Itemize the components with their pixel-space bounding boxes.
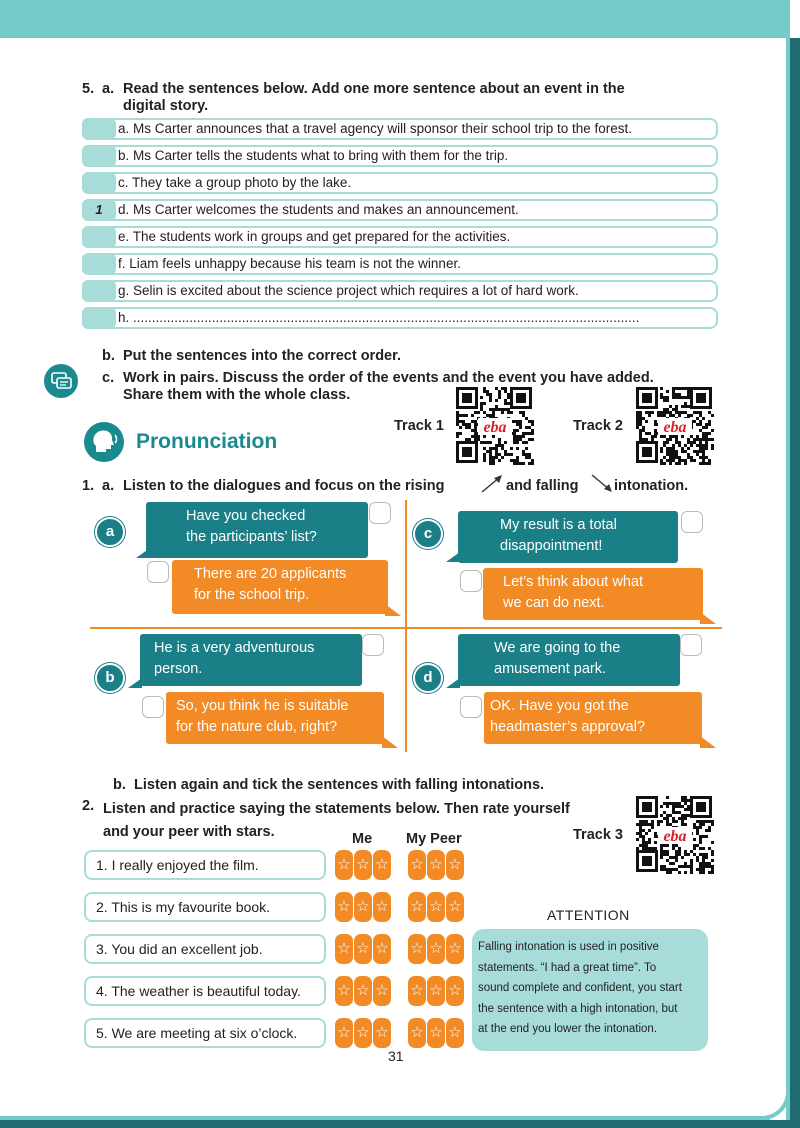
sentence-text: c. They take a group photo by the lake. [118, 175, 352, 190]
bubble-tail [446, 552, 462, 564]
statement-item: 2. This is my favourite book. [84, 892, 326, 922]
bottom-edge-bar [0, 1120, 800, 1128]
sentence-text: a. Ms Carter announces that a travel agency will sponsor their school trip to the forest. [118, 121, 633, 136]
dialogue-label-a: a [95, 517, 125, 547]
me-star-rating [335, 850, 392, 880]
bubble-line: OK. Have you got the [490, 698, 629, 714]
bubble-line: the participants’ list? [186, 529, 317, 545]
bubble-line: disappointment! [500, 538, 603, 554]
star-icon[interactable]: ☆ [408, 892, 426, 922]
qr-logo-text: eba [663, 419, 687, 436]
star-icon[interactable]: ☆ [354, 850, 372, 880]
section-title: Pronunciation [136, 430, 278, 453]
speech-bubble-question [458, 511, 678, 563]
star-icon[interactable]: ☆ [446, 850, 464, 880]
tick-box[interactable] [362, 634, 384, 656]
bubble-tail [446, 678, 462, 690]
statement-item: 4. The weather is beautiful today. [84, 976, 326, 1006]
speech-bubble-answer [484, 692, 702, 744]
question-1a-text-part3: intonation. [614, 478, 689, 494]
me-star-rating [335, 892, 392, 922]
star-icon[interactable]: ☆ [408, 934, 426, 964]
me-star-rating [335, 976, 392, 1006]
statement-item: 5. We are meeting at six o’clock. [84, 1018, 326, 1048]
dialogue-label-d: d [413, 663, 443, 693]
star-icon[interactable]: ☆ [427, 892, 445, 922]
bubble-line: So, you think he is suitable [176, 698, 349, 714]
instruction-line: digital story. [123, 98, 209, 114]
order-number-box[interactable] [82, 307, 116, 329]
sentence-text: e. The students work in groups and get prepared for the activities. [118, 229, 511, 244]
tick-box[interactable] [147, 561, 169, 583]
attention-line: statements. “I had a great time”. To [478, 961, 657, 974]
instruction-line: and your peer with stars. [103, 824, 275, 840]
star-icon[interactable]: ☆ [335, 1018, 353, 1048]
star-icon[interactable]: ☆ [335, 976, 353, 1006]
qr-logo-text: eba [663, 828, 687, 845]
question-letter-a: a. [102, 478, 115, 494]
dialogue-label-c: c [413, 519, 443, 549]
speech-bubble-answer [166, 692, 384, 744]
star-icon[interactable]: ☆ [354, 934, 372, 964]
star-icon[interactable]: ☆ [354, 1018, 372, 1048]
order-number-box[interactable] [82, 118, 116, 140]
exercise-5b-instructions: Put the sentences into the correct order. [123, 348, 401, 364]
speech-bubble-answer [172, 560, 388, 614]
column-header-me: Me [352, 831, 373, 847]
tick-box[interactable] [680, 634, 702, 656]
star-icon[interactable]: ☆ [373, 1018, 391, 1048]
sentence-text: b. Ms Carter tells the students what to bring with them for the trip. [118, 148, 509, 163]
question-number-2: 2. [82, 798, 95, 814]
exercise-letter-c: c. [102, 370, 115, 386]
bubble-line: for the school trip. [194, 587, 310, 603]
bubble-line: We are going to the [494, 640, 621, 656]
bubble-line: Have you checked [186, 508, 306, 524]
tick-box[interactable] [681, 511, 703, 533]
tick-box[interactable] [142, 696, 164, 718]
statement-item: 1. I really enjoyed the film. [84, 850, 326, 880]
peer-star-rating [408, 934, 465, 964]
order-number-box[interactable] [82, 226, 116, 248]
column-header-my-peer: My Peer [406, 831, 462, 847]
top-banner [0, 0, 790, 38]
sentence-text: f. Liam feels unhappy because his team is not the winner. [118, 256, 461, 271]
star-icon[interactable]: ☆ [446, 892, 464, 922]
qr-code-icon[interactable] [636, 796, 714, 874]
attention-line: the sentence with a high intonation, but [478, 1002, 678, 1015]
speech-bubble-question [458, 634, 680, 686]
qr-logo-text: eba [483, 419, 507, 436]
peer-star-rating [408, 892, 465, 922]
star-icon[interactable]: ☆ [408, 1018, 426, 1048]
bubble-line: There are 20 applicants [194, 566, 347, 582]
exercise-letter-b: b. [102, 348, 115, 364]
question-2-text [103, 798, 570, 844]
question-letter-b: b. [113, 777, 126, 793]
tick-box[interactable] [369, 502, 391, 524]
star-icon[interactable]: ☆ [354, 892, 372, 922]
star-icon[interactable]: ☆ [373, 934, 391, 964]
bubble-line: Let’s think about what [503, 574, 643, 590]
bubble-tail [128, 678, 144, 690]
instruction-line: Listen and practice saying the statements below. Then rate yourself [103, 801, 570, 817]
order-number-box[interactable] [82, 253, 116, 275]
question-number-1: 1. [82, 478, 95, 494]
sentence-text: d. Ms Carter welcomes the students and makes an announcement. [118, 202, 519, 217]
bubble-line: amusement park. [494, 661, 607, 677]
track-2-label: Track 2 [573, 418, 623, 434]
star-icon[interactable]: ☆ [446, 934, 464, 964]
tick-box[interactable] [460, 570, 482, 592]
statement-item: 3. You did an excellent job. [84, 934, 326, 964]
instruction-line: Work in pairs. Discuss the order of the events and the event you have added. [123, 370, 654, 386]
speech-bubble-question [140, 634, 362, 686]
speech-bubble-question [146, 502, 368, 558]
bottom-stripe [0, 1116, 770, 1120]
bubble-line: for the nature club, right? [176, 719, 338, 735]
right-edge-bar [790, 38, 800, 1128]
bubble-line: person. [154, 661, 203, 677]
star-icon[interactable]: ☆ [354, 976, 372, 1006]
bubble-line: headmaster’s approval? [490, 719, 646, 735]
star-icon[interactable]: ☆ [335, 850, 353, 880]
peer-star-rating [408, 1018, 465, 1048]
attention-title: ATTENTION [547, 907, 630, 923]
exercise-5a-instructions [123, 81, 625, 115]
instruction-line: Read the sentences below. Add one more sentence about an event in the [123, 81, 625, 97]
exercise-number: 5. [82, 81, 95, 97]
star-icon[interactable]: ☆ [408, 976, 426, 1006]
star-icon[interactable]: ☆ [446, 976, 464, 1006]
star-icon[interactable]: ☆ [373, 850, 391, 880]
bubble-line: He is a very adventurous [154, 640, 315, 656]
track-3-label: Track 3 [573, 827, 623, 843]
star-icon[interactable]: ☆ [408, 850, 426, 880]
order-number-box[interactable] [82, 280, 116, 302]
attention-line: at the end you lower the intonation. [478, 1023, 658, 1035]
sentence-text: h. ....................................................................................................................................... [118, 310, 640, 325]
sentence-text: g. Selin is excited about the science project which requires a lot of hard work. [118, 283, 579, 298]
bubble-tail [700, 612, 718, 626]
star-icon[interactable]: ☆ [427, 850, 445, 880]
bubble-line: we can do next. [503, 595, 605, 611]
attention-line: Falling intonation is used in positive [478, 941, 659, 953]
bubble-tail [136, 548, 152, 560]
bubble-tail [382, 736, 400, 750]
order-number-box[interactable] [82, 145, 116, 167]
peer-star-rating [408, 850, 465, 880]
star-icon[interactable]: ☆ [335, 892, 353, 922]
page-number: 31 [388, 1048, 404, 1064]
falling-arrow-icon [590, 472, 614, 494]
order-number-box[interactable]: 1 [82, 199, 116, 221]
star-icon[interactable]: ☆ [373, 892, 391, 922]
dialogue-label-b: b [95, 663, 125, 693]
rising-arrow-icon [480, 474, 504, 494]
question-1a-text-part1: Listen to the dialogues and focus on the rising [123, 478, 445, 494]
speech-bubble-answer [483, 568, 703, 620]
attention-line: sound complete and confident, you start [478, 982, 682, 994]
exercise-letter-a: a. [102, 81, 115, 97]
star-icon[interactable]: ☆ [427, 976, 445, 1006]
me-star-rating [335, 1018, 392, 1048]
question-1a-text-part2: and falling [506, 478, 579, 494]
star-icon[interactable]: ☆ [427, 934, 445, 964]
peer-star-rating [408, 976, 465, 1006]
instruction-line: Share them with the whole class. [123, 387, 351, 403]
track-1-label: Track 1 [394, 418, 444, 434]
star-icon[interactable]: ☆ [335, 934, 353, 964]
discussion-icon [44, 364, 78, 398]
right-edge-stripe [786, 38, 790, 1128]
bubble-tail [700, 736, 718, 750]
star-icon[interactable]: ☆ [373, 976, 391, 1006]
order-number-box[interactable] [82, 172, 116, 194]
tick-box[interactable] [460, 696, 482, 718]
qr-code-icon[interactable] [636, 387, 714, 465]
speaking-head-icon [84, 422, 124, 462]
exercise-5c-instructions [123, 370, 654, 404]
star-icon[interactable]: ☆ [427, 1018, 445, 1048]
bubble-line: My result is a total [500, 517, 617, 533]
attention-box [472, 929, 708, 1051]
question-1b-text: Listen again and tick the sentences with falling intonations. [134, 777, 545, 793]
me-star-rating [335, 934, 392, 964]
star-icon[interactable]: ☆ [446, 1018, 464, 1048]
bubble-tail [385, 604, 403, 618]
qr-code-icon[interactable] [456, 387, 534, 465]
